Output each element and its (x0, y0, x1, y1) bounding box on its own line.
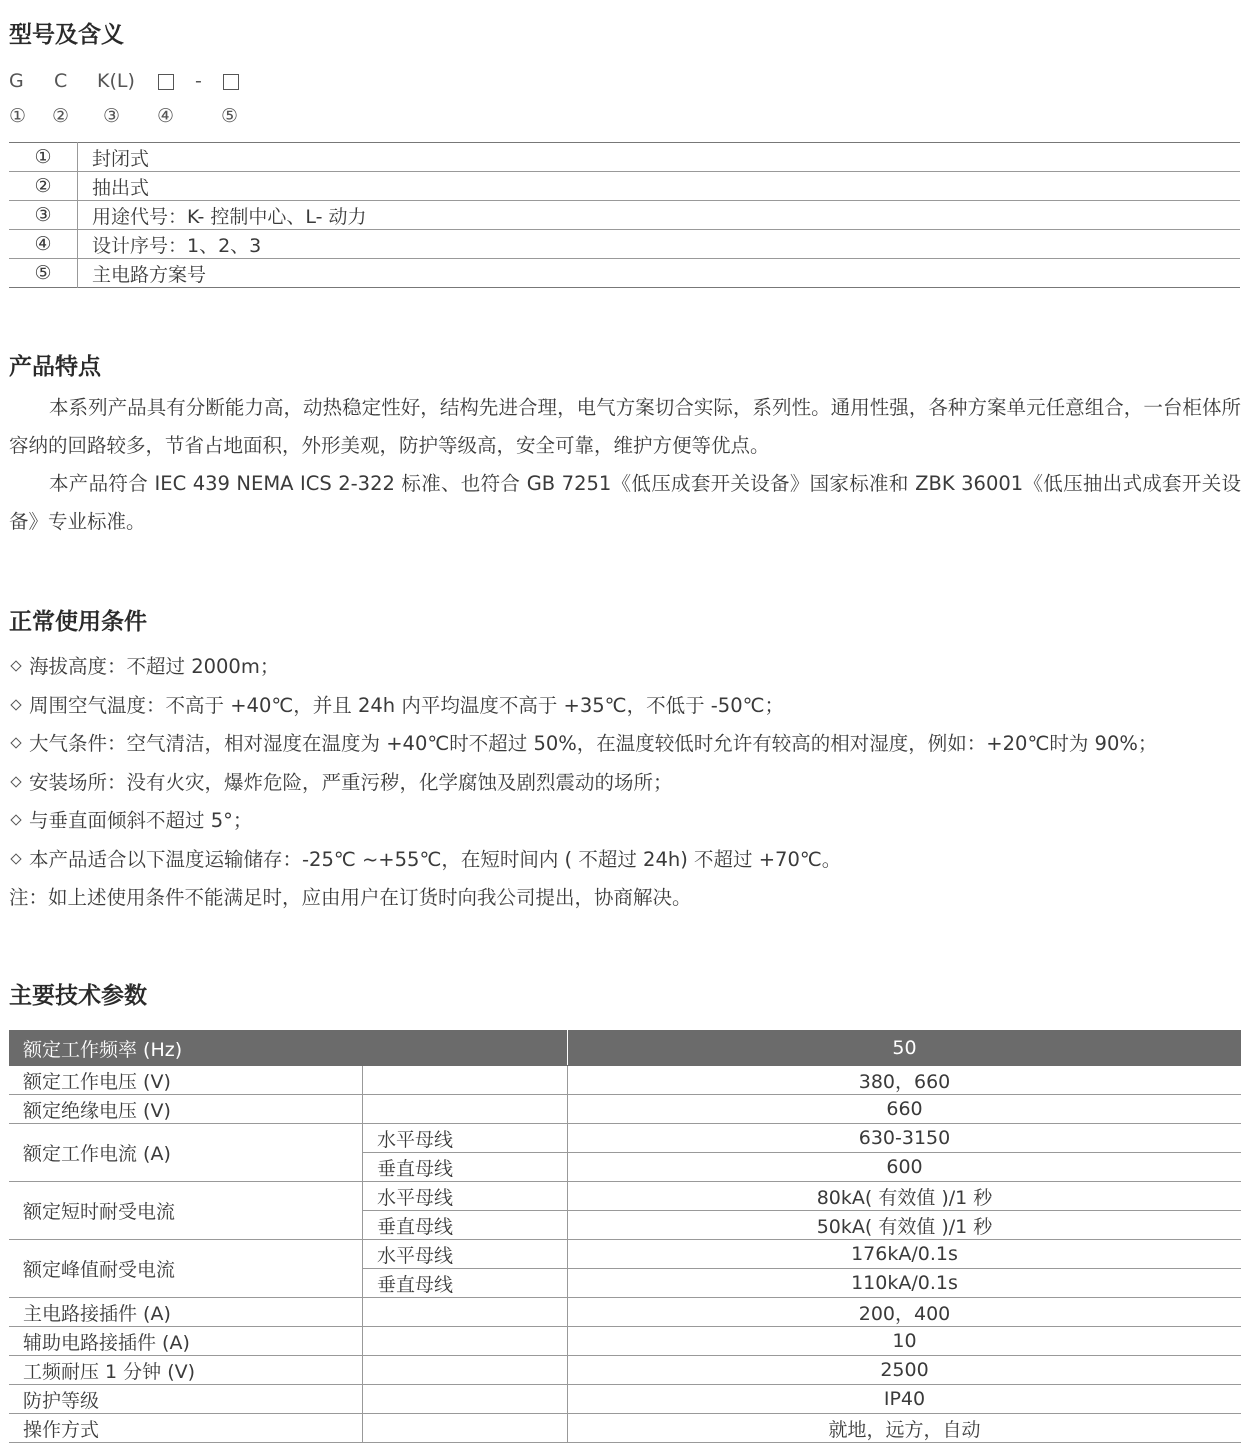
table-row (9, 1182, 1241, 1211)
diamond-bullet-icon (10, 699, 21, 710)
param-value: 660 (568, 1095, 1242, 1124)
section-title-model: 型号及含义 (9, 22, 124, 48)
param-value: 2500 (568, 1356, 1242, 1385)
code-box-4 (158, 73, 174, 95)
meaning-text: 主电路方案号 (92, 263, 207, 286)
code-dash: - (195, 70, 202, 92)
param-label: 防护等级 (9, 1385, 363, 1414)
code-circle-5: ⑤ (221, 105, 239, 127)
param-sub: 垂直母线 (363, 1211, 568, 1240)
param-value: IP40 (568, 1385, 1242, 1414)
list-item: 大气条件：空气清洁，相对湿度在温度为 +40℃时不超过 50%，在温度较低时允许有较高的相对湿度，例如：+20℃时为 90%； (9, 725, 1157, 764)
meaning-num: ④ (9, 230, 78, 259)
table-row (9, 172, 1240, 201)
param-sub (363, 1066, 568, 1095)
table-row (9, 1124, 1241, 1153)
param-label: 主电路接插件 (A) (9, 1298, 363, 1327)
param-sub (363, 1327, 568, 1356)
table-row (9, 1414, 1241, 1443)
param-sub: 水平母线 (363, 1124, 568, 1153)
param-value: 200，400 (568, 1298, 1242, 1327)
param-label: 辅助电路接插件 (A) (9, 1327, 363, 1356)
param-value: 80kA( 有效值 )/1 秒 (568, 1182, 1242, 1211)
list-item: 本产品适合以下温度运输储存：-25℃ ~+55℃，在短时间内 ( 不超过 24h) 不超过 +70℃。 (9, 841, 1157, 880)
param-value: 50kA( 有效值 )/1 秒 (568, 1211, 1242, 1240)
param-sub (363, 1356, 568, 1385)
param-label: 工频耐压 1 分钟 (V) (9, 1356, 363, 1385)
features-text (9, 389, 1241, 541)
list-item: 安装场所：没有火灾，爆炸危险，严重污秽，化学腐蚀及剧烈震动的场所； (9, 764, 1157, 803)
meaning-text: 封闭式 (78, 143, 1241, 172)
list-item: 海拔高度：不超过 2000m； (9, 648, 1157, 687)
code-letter-c: C (54, 70, 68, 92)
table-row (9, 1240, 1241, 1269)
table-row (9, 259, 1240, 288)
table-row (9, 1385, 1241, 1414)
param-value: 110kA/0.1s (568, 1269, 1242, 1298)
code-letter-kl: K(L) (97, 70, 135, 92)
table-row (9, 1095, 1241, 1124)
code-circle-2: ② (52, 105, 70, 127)
header-value: 50 (568, 1031, 1242, 1066)
code-letter-g: G (9, 70, 24, 92)
model-meaning-table (9, 142, 1240, 288)
meaning-num: ② (9, 172, 78, 201)
param-sub (363, 1414, 568, 1443)
param-sub: 垂直母线 (363, 1153, 568, 1182)
param-label: 额定工作电压 (V) (9, 1066, 363, 1095)
param-label: 额定绝缘电压 (V) (9, 1095, 363, 1124)
param-sub (363, 1298, 568, 1327)
section-title-conditions: 正常使用条件 (9, 609, 147, 635)
header-label: 额定工作频率 (Hz) (9, 1031, 568, 1066)
code-circle-3: ③ (103, 105, 121, 127)
list-item: 周围空气温度：不高于 +40℃，并且 24h 内平均温度不高于 +35℃，不低于 -50℃； (9, 687, 1157, 726)
diamond-bullet-icon (10, 814, 21, 825)
param-value: 600 (568, 1153, 1242, 1182)
table-row (9, 1327, 1241, 1356)
table-row (9, 230, 1240, 259)
param-sub (363, 1095, 568, 1124)
table-row (9, 201, 1240, 230)
meaning-text: 用途代号：K- 控制中心、L- 动力 (78, 201, 1241, 230)
diamond-bullet-icon (10, 853, 21, 864)
param-value: 就地，远方，自动 (568, 1414, 1242, 1443)
conditions-list (9, 648, 1157, 918)
table-row (9, 1356, 1241, 1385)
section-title-features: 产品特点 (9, 354, 101, 380)
code-box-5 (223, 73, 239, 95)
code-circle-1: ① (9, 105, 27, 127)
conditions-note: 注：如上述使用条件不能满足时，应由用户在订货时向我公司提出，协商解决。 (9, 886, 692, 909)
meaning-text: 抽出式 (78, 172, 1241, 201)
features-paragraph-2: 本产品符合 IEC 439 NEMA ICS 2-322 标准、也符合 GB 7251《低压成套开关设备》国家标准和 ZBK 36001《低压抽出式成套开关设备》专业标准。 (9, 472, 1241, 533)
diamond-bullet-icon (10, 737, 21, 748)
table-header-row (9, 1031, 1241, 1066)
param-label: 额定短时耐受电流 (9, 1182, 363, 1240)
diamond-bullet-icon (10, 776, 21, 787)
param-label: 额定峰值耐受电流 (9, 1240, 363, 1298)
param-sub: 水平母线 (363, 1182, 568, 1211)
meaning-num: ① (9, 143, 78, 172)
section-title-params: 主要技术参数 (9, 983, 147, 1009)
table-row (9, 1298, 1241, 1327)
params-table (9, 1030, 1241, 1443)
features-paragraph-1: 本系列产品具有分断能力高，动热稳定性好，结构先进合理，电气方案切合实际，系列性。通用性强，各种方案单元任意组合，一台柜体所容纳的回路较多，节省占地面积，外形美观，防护等级高，安全可靠，维护方便等优点。 (9, 396, 1241, 457)
param-value: 630-3150 (568, 1124, 1242, 1153)
param-label: 额定工作电流 (A) (9, 1124, 363, 1182)
meaning-text: 设计序号：1、2、3 (78, 230, 1241, 259)
param-value: 10 (568, 1327, 1242, 1356)
meaning-num: ⑤ (9, 259, 78, 288)
param-sub (363, 1385, 568, 1414)
meaning-num: ③ (9, 201, 78, 230)
table-row (9, 1066, 1241, 1095)
param-sub: 水平母线 (363, 1240, 568, 1269)
diamond-bullet-icon (10, 660, 21, 671)
param-value: 176kA/0.1s (568, 1240, 1242, 1269)
code-circle-4: ④ (157, 105, 175, 127)
param-label: 操作方式 (9, 1414, 363, 1443)
param-sub: 垂直母线 (363, 1269, 568, 1298)
list-item: 与垂直面倾斜不超过 5°； (9, 802, 1157, 841)
param-value: 380，660 (568, 1066, 1242, 1095)
table-row (9, 143, 1240, 172)
